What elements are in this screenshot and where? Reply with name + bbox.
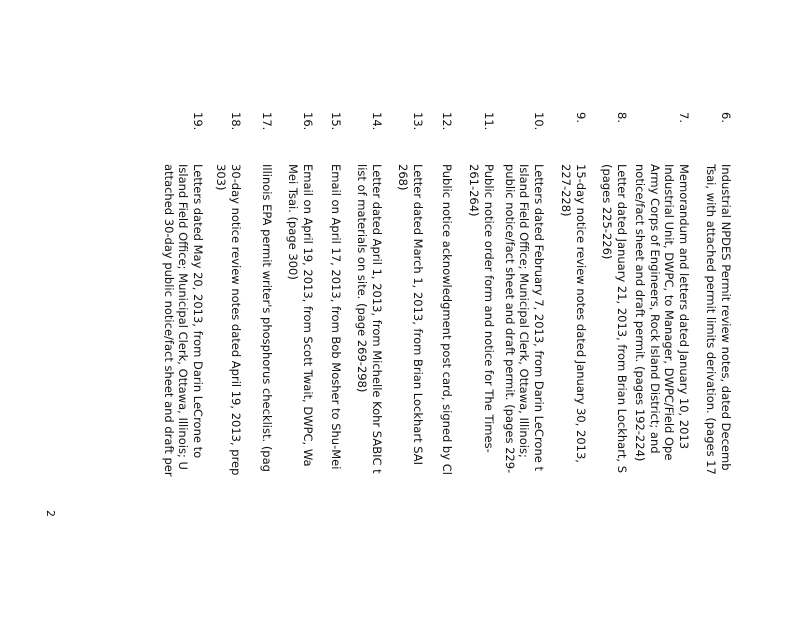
item-line: Public notice order form and notice for The Times- <box>482 164 496 453</box>
rotated-content <box>44 90 733 618</box>
item-text <box>396 164 425 465</box>
item-number: 7. <box>677 112 691 123</box>
item-line: Tsai, with attached permit limits derivation. (pages 17 <box>704 164 719 475</box>
item-number: 9. <box>574 112 588 123</box>
item-line: 261-264) <box>467 164 482 217</box>
item-number: 8. <box>615 112 629 123</box>
item-line: notice/fact sheet and draft permit. (pages 192-224) <box>633 164 648 462</box>
item-line: Letter dated March 1, 2013, from Brian Lockhart SAI <box>411 164 425 466</box>
item-line: Email on April 19, 2013, from Scott Twait, DWPC, Wa <box>301 164 315 467</box>
item-line: Letters dated May 20, 2013, from Darin LeCrone to <box>191 164 205 459</box>
item-text <box>329 164 344 469</box>
item-text <box>355 164 384 474</box>
item-number: 15. <box>329 112 343 131</box>
item-number: 16. <box>301 112 315 131</box>
item-text <box>260 164 275 472</box>
item-line: 227-228) <box>559 164 574 217</box>
item-line: Public notice acknowledgment post card, signed by Cl <box>440 164 454 475</box>
item-text <box>704 164 733 475</box>
item-line: Industrial NPDES Permit review notes, dated Decemb <box>719 164 733 471</box>
item-line: 268) <box>396 164 411 191</box>
item-text <box>214 164 243 475</box>
item-line: Illinois EPA permit writer's phosphorus checklist. (pag <box>260 164 274 472</box>
item-line: attached 30-day public notice/fact sheet and draft per <box>162 164 176 477</box>
item-line: Mei Tsai. (page 300) <box>286 164 301 280</box>
item-number: 13. <box>411 112 425 131</box>
item-line: Letters dated February 7, 2013, from Darin LeCrone t <box>532 164 546 471</box>
item-line: Army Corps of Engineers, Rock Island District; and <box>648 164 662 454</box>
item-text <box>559 164 588 463</box>
item-line: Island Field Office; Municipal Clerk, Ottawa, Illinois; <box>517 164 532 458</box>
item-number: 12. <box>440 112 454 131</box>
item-line: Memorandum and letters dated January 10, 2013 <box>677 164 691 450</box>
item-text <box>467 164 496 453</box>
page-number: 2 <box>44 510 57 517</box>
item-line: 15-day notice review notes dated January 30, 2013, <box>574 164 588 463</box>
item-number: 14. <box>370 112 384 131</box>
item-number: 6. <box>719 112 733 123</box>
item-number: 11. <box>482 112 496 131</box>
item-line: Island Field Office; Municipal Clerk, Ottawa, Illinois; U <box>176 164 191 470</box>
item-number: 19. <box>191 112 205 131</box>
item-line: 30-day notice review notes dated April 19, 2013, prep <box>229 164 243 476</box>
item-number: 17. <box>260 112 274 131</box>
item-text <box>286 164 315 467</box>
item-line: Industrial Unit, DWPC, to Manager, DWPC/Field Ope <box>662 164 677 461</box>
item-number: 18. <box>229 112 243 131</box>
item-line: Email on April 17, 2013, from Bob Mosher to Shu-Mei <box>329 164 343 470</box>
item-number: 10. <box>532 112 546 131</box>
item-line: Letter dated January 21, 2013, from Brian Lockhart, S <box>615 164 629 474</box>
item-line: (pages 225-226) <box>600 164 615 260</box>
item-text <box>600 164 629 473</box>
item-text <box>503 164 547 473</box>
item-text <box>633 164 691 461</box>
item-text <box>440 164 455 475</box>
item-text <box>162 164 206 477</box>
item-line: public notice/fact sheet and draft permit. (pages 229- <box>503 164 517 474</box>
item-line: list of materials on site. (page 269-298) <box>355 164 370 393</box>
item-line: Letter dated April 1, 2013, from Michelle Kohr SABIC t <box>370 164 384 474</box>
item-line: 303) <box>214 164 229 191</box>
